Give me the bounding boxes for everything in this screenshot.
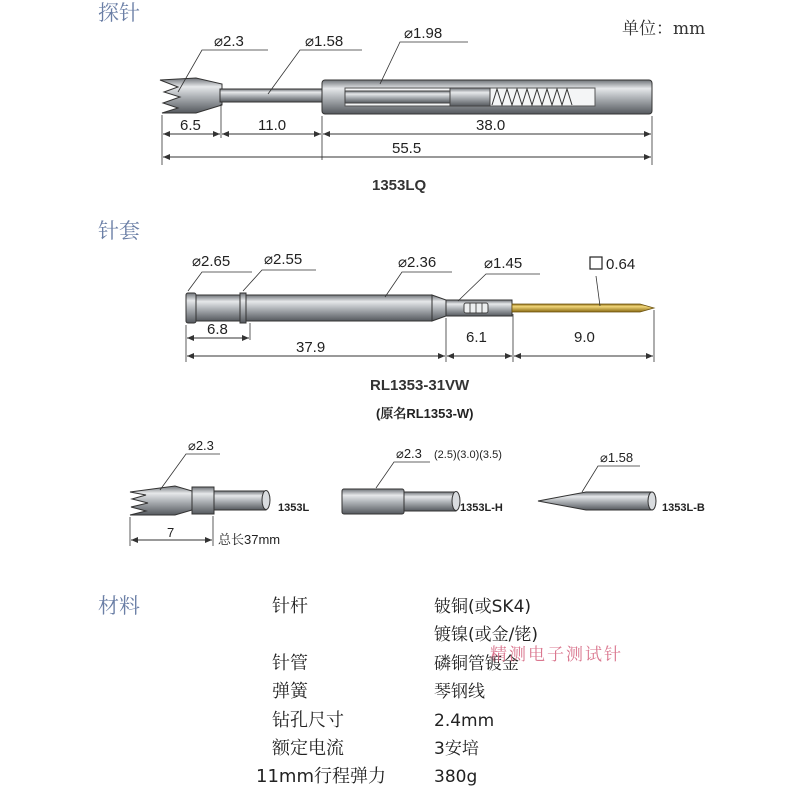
material-label: 额定电流: [272, 738, 344, 759]
sleeve-pin-size: 0.64: [606, 256, 636, 273]
probe-diameter-barrel: ⌀1.98: [404, 25, 443, 42]
probe-inner-collar: [450, 88, 490, 106]
material-label: 针杆: [272, 596, 308, 617]
material-label: 钻孔尺寸: [272, 710, 344, 731]
sleeve-neck: [432, 295, 446, 321]
probe-model: 1353LQ: [372, 177, 427, 194]
material-label: 针管: [272, 653, 308, 674]
variant-1353l-h-head: [342, 489, 404, 514]
probe-dim-barrel: 38.0: [476, 117, 506, 134]
probe-dim-total: 55.5: [392, 140, 422, 157]
variant-1353l-b-needle: [538, 492, 652, 510]
sleeve-diameter-body: ⌀2.36: [398, 254, 437, 271]
sleeve-diameter-head: ⌀2.65: [192, 253, 231, 270]
sleeve-dim-body: 37.9: [296, 339, 326, 356]
probe-plunger: [220, 89, 330, 102]
section-title-probe: 探针: [98, 1, 140, 25]
material-value: 3安培: [434, 739, 479, 759]
variant-1353l-dim: 7: [167, 525, 175, 540]
variant-1353l-h-alt-diameters: (2.5)(3.0)(3.5): [434, 449, 502, 461]
variant-1353l-name: 1353L: [278, 502, 310, 514]
material-value: 2.4mm: [434, 711, 495, 731]
sleeve-ring: [240, 293, 246, 323]
sleeve-head: [186, 293, 196, 323]
variant-1353l-diameter: ⌀2.3: [188, 438, 214, 453]
material-value: 铍铜(或SK4): [434, 597, 532, 617]
material-label: 11mm行程弹力: [256, 766, 386, 787]
variant-1353l-total-length: 总长37mm: [218, 532, 281, 547]
watermark: 精测电子测试针: [490, 645, 623, 665]
sleeve-dim-pin: 9.0: [574, 329, 595, 346]
sleeve-dim-head: 6.8: [207, 321, 228, 338]
material-label: 弹簧: [272, 681, 308, 702]
sleeve-gold-pin: [512, 304, 654, 312]
probe-crown-tip: [160, 78, 222, 113]
material-value: 镀镍(或金/铑): [434, 625, 538, 645]
material-value: 琴钢线: [434, 682, 485, 702]
probe-diameter-tip: ⌀2.3: [214, 33, 244, 50]
variant-1353l-b-drawing: [538, 466, 656, 510]
probe-dim-tip: 6.5: [180, 117, 201, 134]
probe-inner-plunger: [345, 91, 450, 103]
sleeve-drawing: [186, 270, 654, 362]
section-title-sleeve: 针套: [98, 219, 140, 243]
sleeve-former-name: (原名RL1353-W): [376, 406, 474, 421]
square-section-symbol: [590, 257, 602, 269]
section-title-material: 材料: [98, 594, 140, 618]
material-value: 磷铜管镀金: [434, 654, 519, 674]
materials-table: [256, 596, 538, 787]
probe-dim-plunger: 11.0: [258, 117, 287, 134]
unit-label: 单位：mm: [622, 19, 706, 39]
variant-1353l-collar: [192, 487, 214, 514]
variant-1353l-h-drawing: [342, 462, 460, 514]
probe-diameter-plunger: ⌀1.58: [305, 33, 344, 50]
variant-1353l-h-shaft: [404, 492, 456, 511]
variant-1353l-b-name: 1353L-B: [662, 502, 705, 514]
material-value: 380g: [434, 767, 478, 787]
variant-1353l-crown: [130, 486, 192, 515]
sleeve-dim-connector: 6.1: [466, 329, 487, 346]
variant-1353l-h-diameter: ⌀2.3: [396, 446, 422, 461]
sleeve-diameter-ring: ⌀2.55: [264, 251, 303, 268]
variant-1353l-h-name: 1353L-H: [460, 502, 503, 514]
sleeve-body: [196, 295, 432, 321]
variant-1353l-shaft: [214, 491, 266, 510]
variant-1353l-b-diameter: ⌀1.58: [600, 450, 634, 465]
sleeve-model: RL1353-31VW: [370, 377, 470, 394]
sleeve-diameter-connector: ⌀1.45: [484, 255, 523, 272]
